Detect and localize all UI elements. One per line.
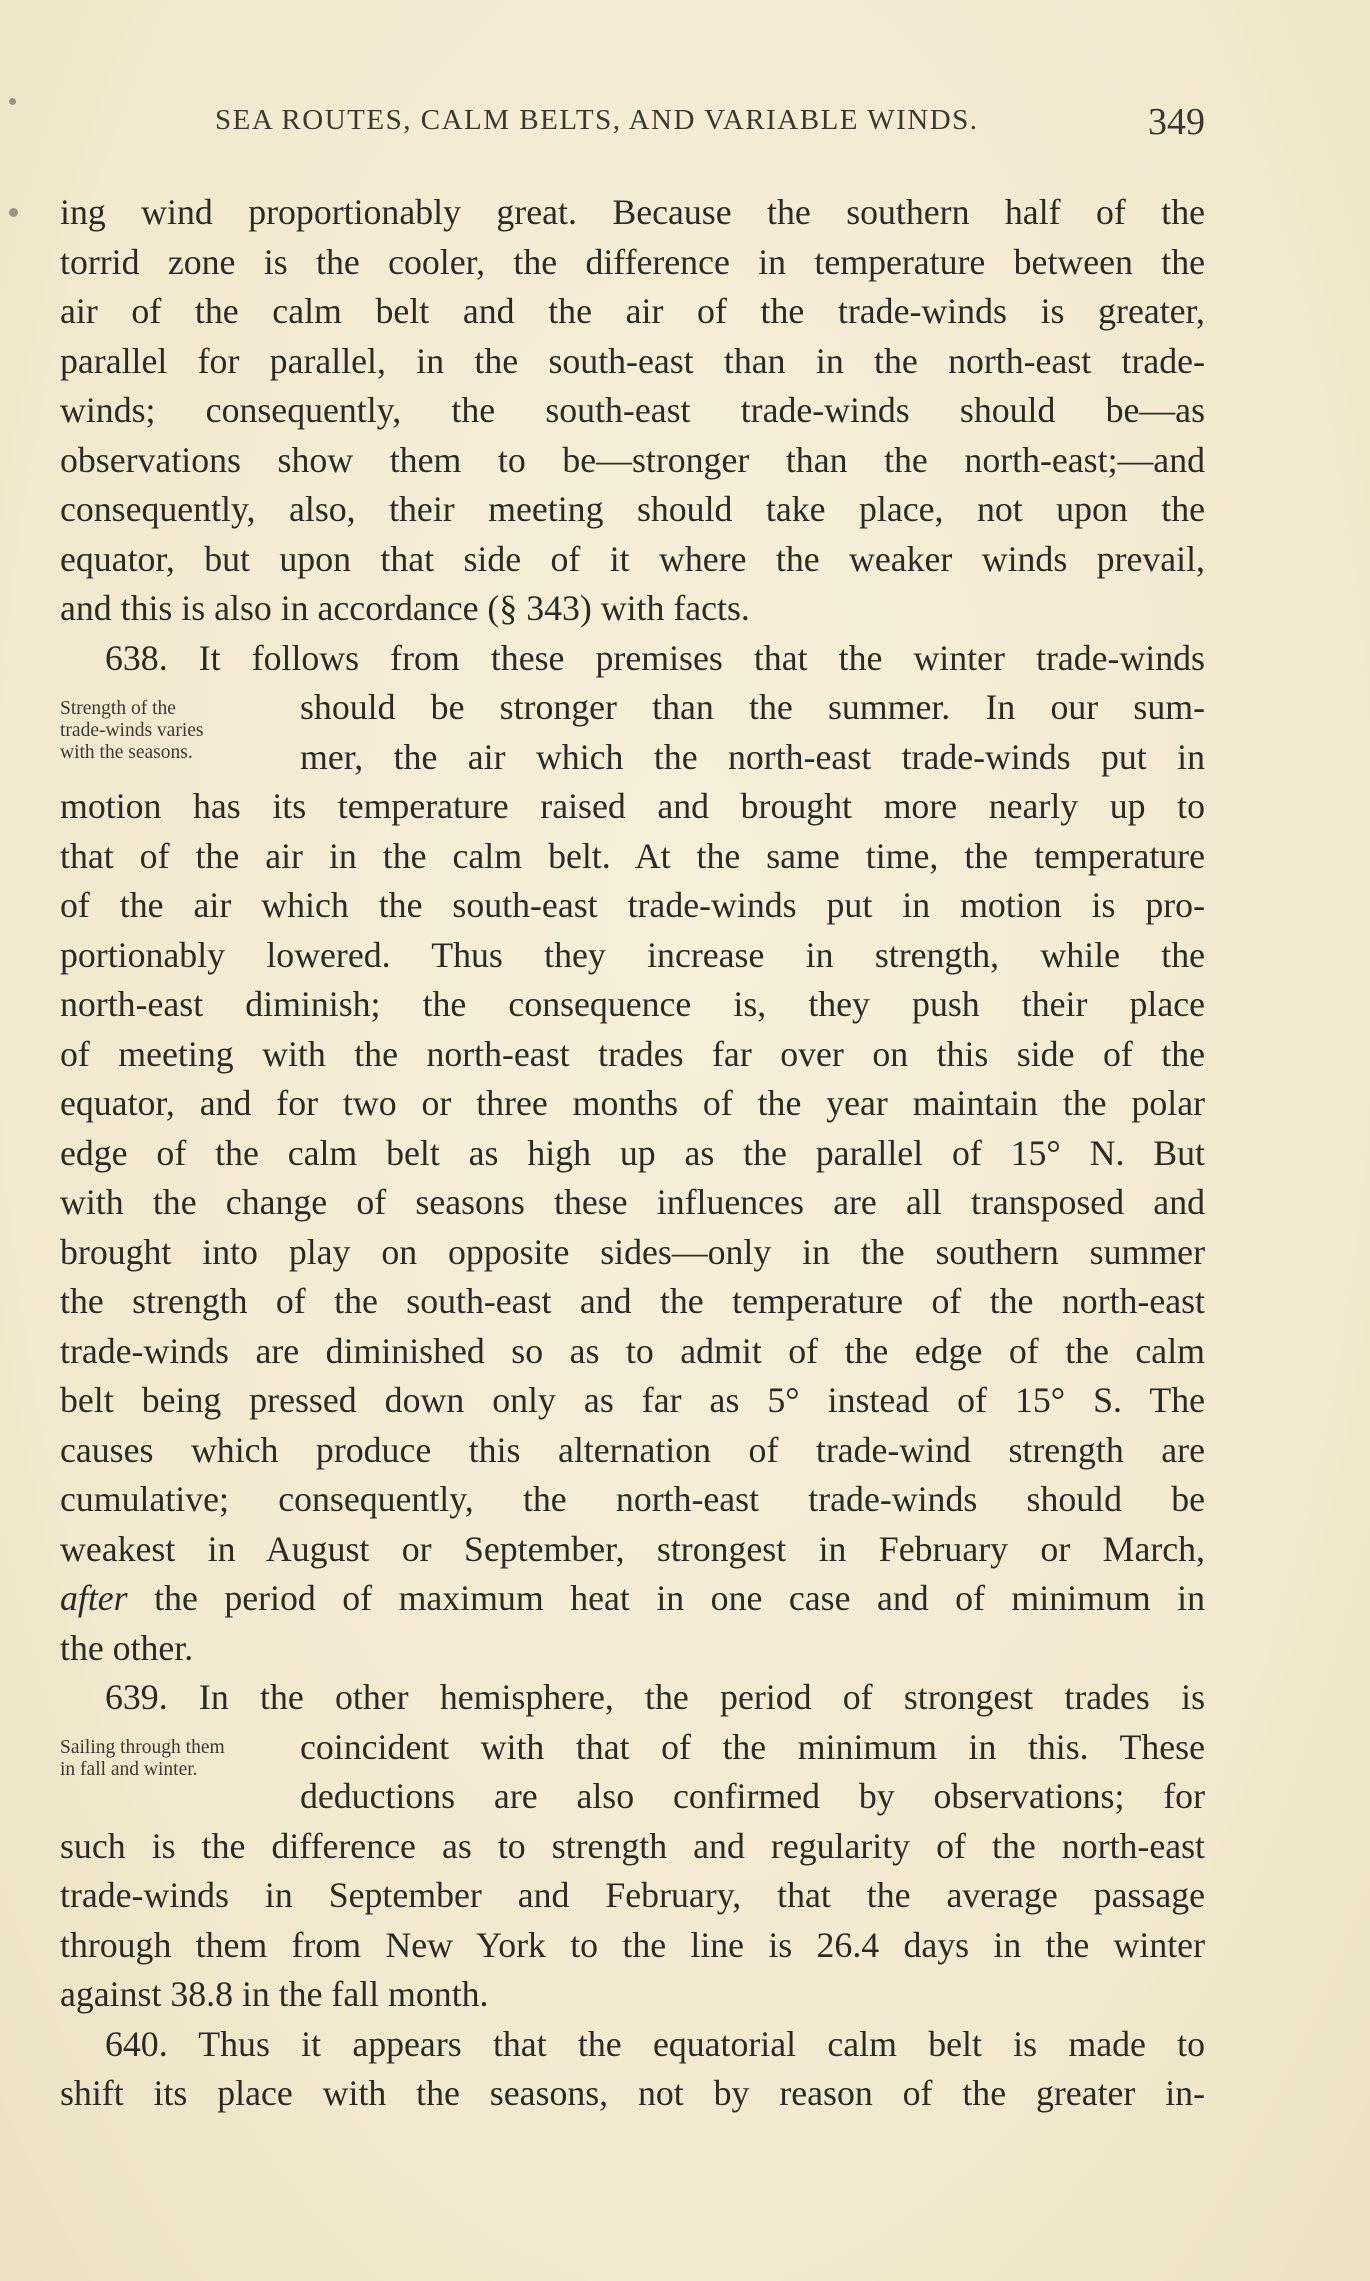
margin-note-line: Sailing through them <box>60 1737 225 1758</box>
text-line: weakest in August or September, strongest in February or March, <box>60 1528 1205 1569</box>
margin-note-strength-of-trade-winds <box>60 698 295 764</box>
text-line: and this is also in accordance (§ 343) with facts. <box>60 588 750 628</box>
text-line: deductions are also confirmed by observations; for <box>300 1776 1205 1816</box>
body-text <box>60 188 1205 2119</box>
page-speck <box>9 98 16 105</box>
text-line: observations show them to be—stronger than the north-east;—and <box>60 439 1205 480</box>
text-line: trade-winds in September and February, that the average passage <box>60 1875 1205 1915</box>
text-line: of the air which the south-east trade-winds put in motion is pro- <box>60 885 1205 925</box>
margin-note-line: in fall and winter. <box>60 1759 198 1780</box>
text-line: trade-winds are diminished so as to admit of the edge of the calm <box>60 1330 1205 1371</box>
paragraph-638 <box>60 634 1205 1674</box>
text-line: of meeting with the north-east trades far over on this side of the <box>60 1033 1205 1074</box>
text-line: cumulative; consequently, the north-east trade-winds should be <box>60 1479 1205 1519</box>
text-line: ing wind proportionably great. Because the southern half of the <box>60 192 1205 232</box>
text-line: that of the air in the calm belt. At the same time, the temperature <box>60 835 1205 876</box>
text-line: mer, the air which the north-east trade-winds put in <box>300 736 1205 777</box>
text-line: brought into play on opposite sides—only in the southern summer <box>60 1231 1205 1272</box>
margin-note-line: with the seasons. <box>60 741 193 763</box>
text-line: consequently, also, their meeting should take place, not upon the <box>60 489 1205 529</box>
paragraph-639 <box>60 1673 1205 2020</box>
text-line: motion has its temperature raised and brought more nearly up to <box>60 786 1205 826</box>
text-line: torrid zone is the cooler, the difference in temperature between the <box>60 241 1205 282</box>
paragraph-continuation <box>60 188 1205 634</box>
text-line: through them from New York to the line is 26.4 days in the winter <box>60 1924 1205 1965</box>
text-line: 638. It follows from these premises that the winter trade-winds <box>105 637 1205 678</box>
text-line: coincident with that of the minimum in this. These <box>300 1726 1205 1767</box>
emphasis-after: after <box>60 1578 128 1618</box>
text-line: equator, but upon that side of it where the weaker winds prevail, <box>60 538 1205 579</box>
text-line: with the change of seasons these influences are all transposed and <box>60 1182 1205 1222</box>
text-line: causes which produce this alternation of trade-wind strength are <box>60 1429 1205 1470</box>
page-header <box>215 100 1205 150</box>
text-line: equator, and for two or three months of the year maintain the polar <box>60 1083 1205 1123</box>
page-number: 349 <box>1148 101 1205 143</box>
margin-note-sailing-through-them <box>60 1737 295 1781</box>
text-line: air of the calm belt and the air of the trade-winds is greater, <box>60 291 1205 331</box>
text-line: edge of the calm belt as high up as the parallel of 15° N. But <box>60 1132 1205 1173</box>
text-line: parallel for parallel, in the south-east than in the north-east trade- <box>60 340 1205 381</box>
running-title: SEA ROUTES, CALM BELTS, AND VARIABLE WINDS. <box>215 104 979 136</box>
text-line: shift its place with the seasons, not by reason of the greater in- <box>60 2073 1205 2113</box>
text-line: such is the difference as to strength and regularity of the north-east <box>60 1825 1205 1866</box>
text-line: winds; consequently, the south-east trade-winds should be—as <box>60 390 1205 430</box>
text-line-rest: the period of maximum heat in one case and of minimum in <box>127 1578 1205 1618</box>
text-line: 639. In the other hemisphere, the period of strongest trades is <box>105 1677 1205 1717</box>
text-line: 640. Thus it appears that the equatorial calm belt is made to <box>105 2023 1205 2064</box>
text-line: against 38.8 in the fall month. <box>60 1974 489 2014</box>
margin-note-line: trade-winds varies <box>60 719 204 741</box>
page-speck <box>9 208 18 217</box>
text-line: the other. <box>60 1627 194 1668</box>
text-line: north-east diminish; the consequence is, they push their place <box>60 984 1205 1024</box>
text-line: the strength of the south-east and the temperature of the north-east <box>60 1281 1205 1321</box>
margin-note-line: Strength of the <box>60 697 176 719</box>
text-line: portionably lowered. Thus they increase in strength, while the <box>60 934 1205 975</box>
text-line: belt being pressed down only as far as 5° instead of 15° S. The <box>60 1380 1205 1420</box>
paragraph-640 <box>60 2020 1205 2119</box>
text-line-with-emphasis <box>60 1574 1205 1624</box>
text-line: should be stronger than the summer. In our sum- <box>300 687 1205 727</box>
